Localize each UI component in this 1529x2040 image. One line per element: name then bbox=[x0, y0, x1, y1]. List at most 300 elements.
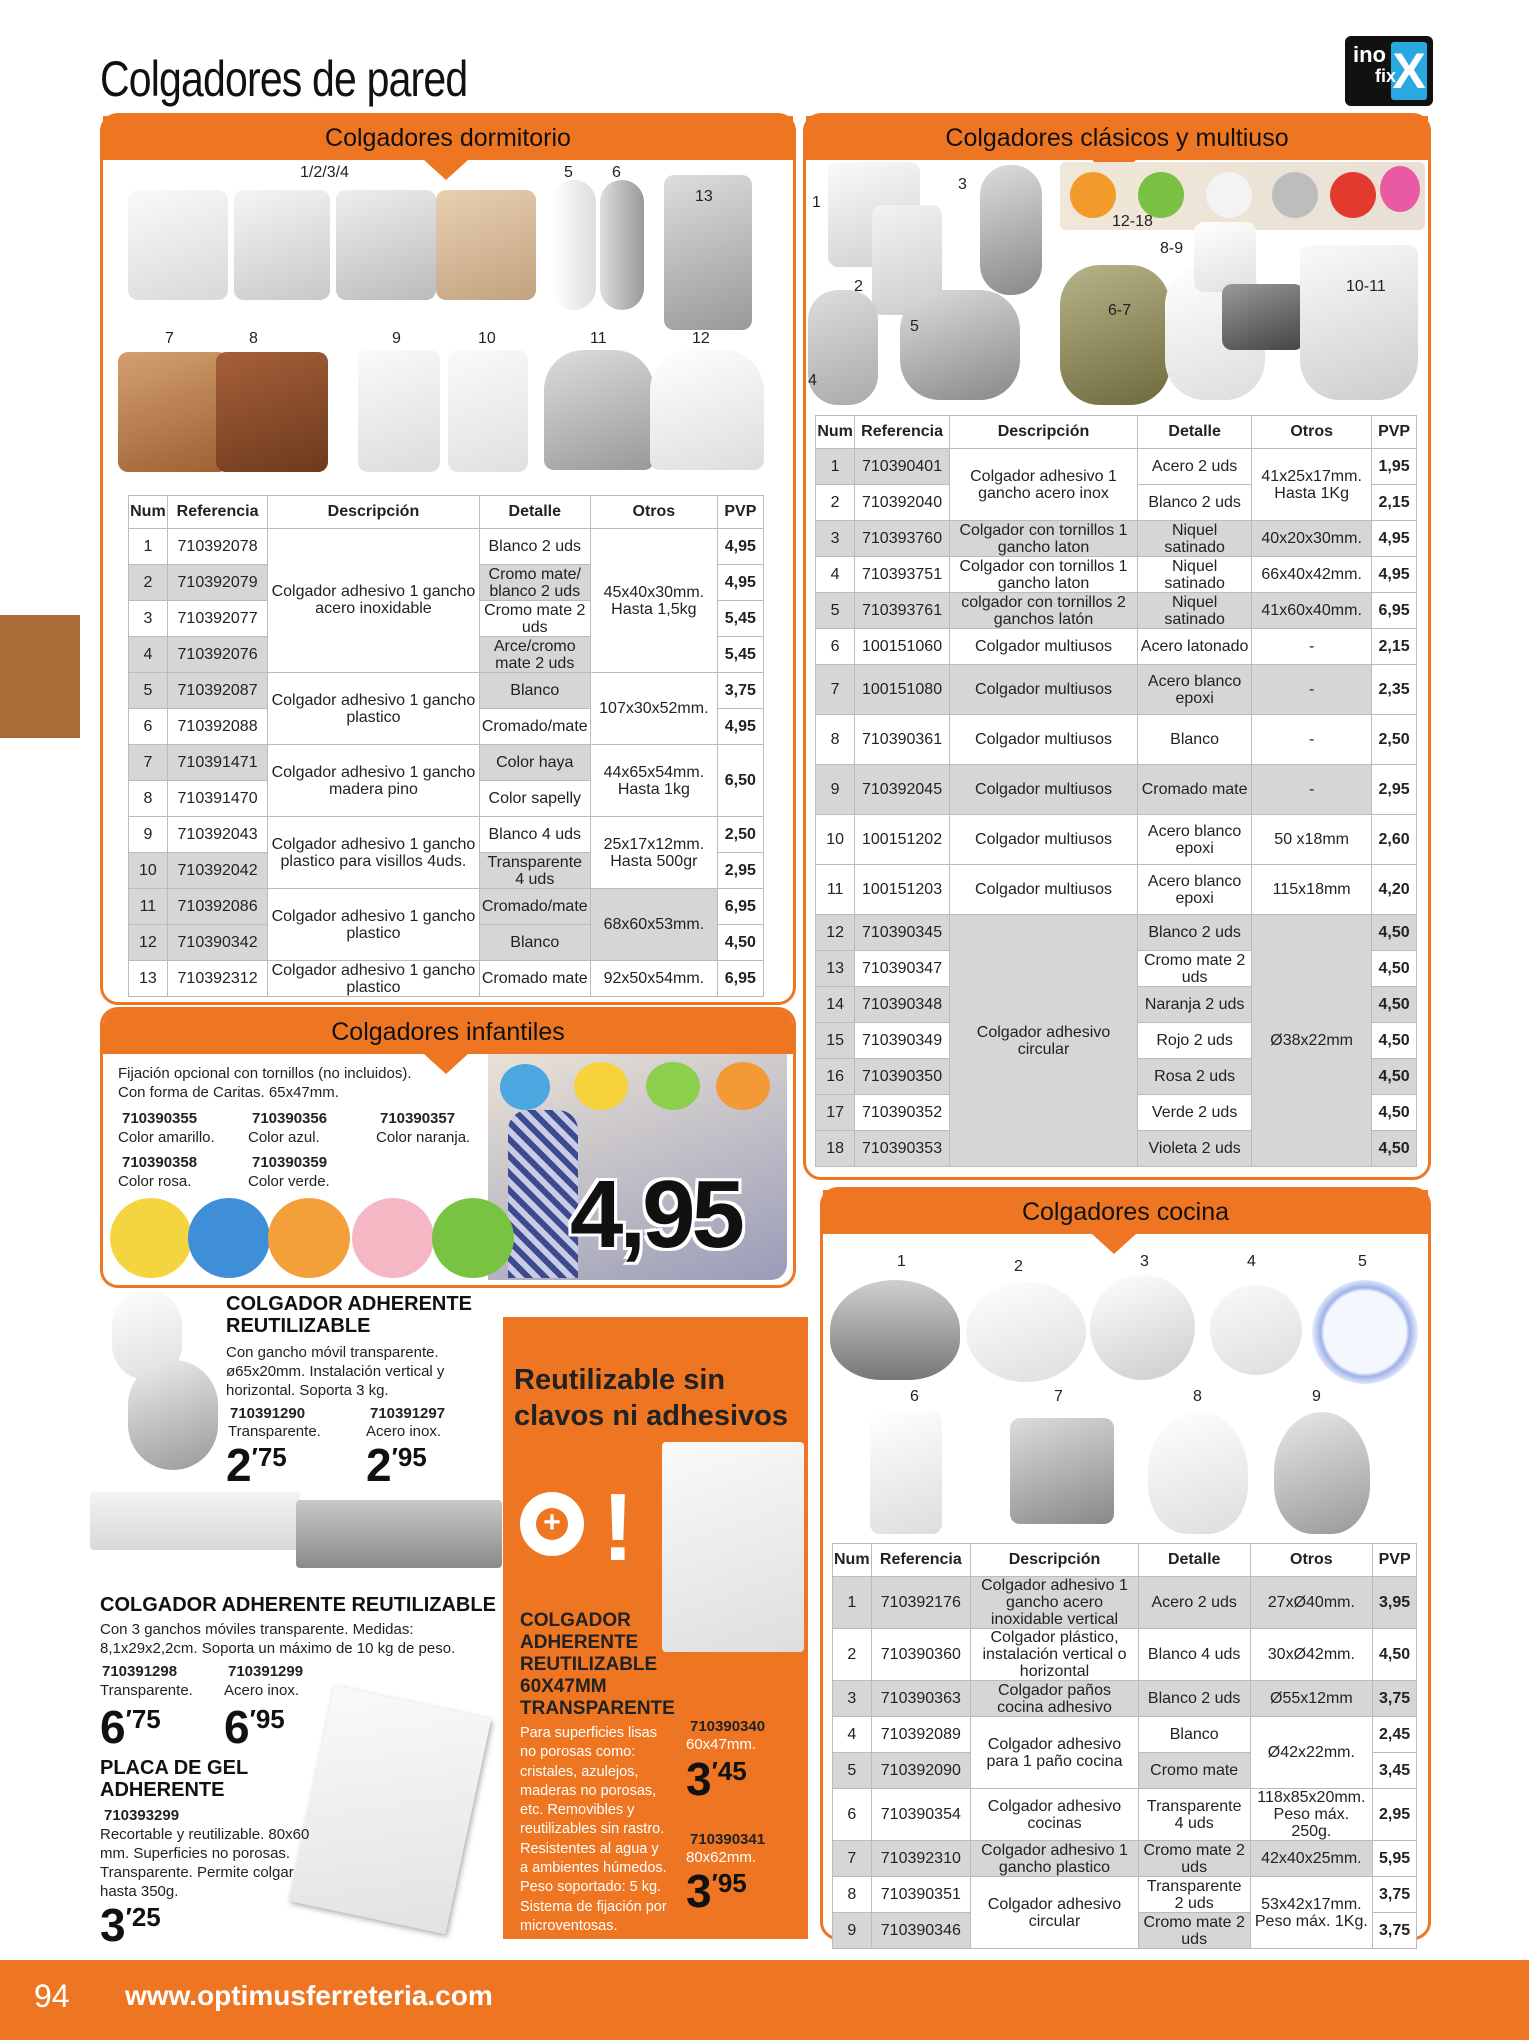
col-header: Descripción bbox=[949, 416, 1137, 449]
promo-desc-line: cristales, azulejos, bbox=[520, 1763, 639, 1780]
cell-otros: 41x60x40mm. bbox=[1252, 593, 1372, 629]
cell-detail: Color haya bbox=[479, 745, 590, 781]
adherente-title: COLGADOR ADHERENTE bbox=[226, 1293, 472, 1315]
promo-desc-line: etc. Removibles y bbox=[520, 1802, 635, 1819]
table-row bbox=[816, 765, 1417, 815]
promo-price-2: $3^{'95}$ bbox=[686, 1865, 747, 1917]
cell-ref: 710390346 bbox=[871, 1913, 971, 1949]
cell-otros: - bbox=[1252, 665, 1372, 715]
table-row bbox=[833, 1789, 1417, 1841]
cell-otros: 53x42x17mm. Peso máx. 1Kg. bbox=[1250, 1877, 1373, 1949]
image-label: 2 bbox=[854, 278, 863, 295]
kids-ref: 710390355 bbox=[122, 1110, 198, 1127]
cell-detail: Cromado mate bbox=[479, 961, 590, 997]
cell-desc: colgador con tornillos 2 ganchos latón bbox=[949, 593, 1137, 629]
cell-pvp: 4,50 bbox=[1373, 1629, 1417, 1681]
image-label: 5 bbox=[564, 164, 573, 181]
image-label: 4 bbox=[808, 372, 817, 389]
infantiles-intro: Con forma de Caritas. 65x47mm. bbox=[118, 1084, 339, 1101]
cell-detail: Transparente 4 uds bbox=[479, 853, 590, 889]
cell-ref: 710390354 bbox=[871, 1789, 971, 1841]
red-round-hanger bbox=[1330, 172, 1376, 218]
kitchen-hook-image-8 bbox=[1148, 1412, 1248, 1534]
cell-pvp: 4,50 bbox=[1372, 915, 1417, 951]
cell-pvp: 4,50 bbox=[1372, 1059, 1417, 1095]
table-row bbox=[816, 521, 1417, 557]
cell-detail: Violeta 2 uds bbox=[1138, 1131, 1252, 1167]
adherente-rack-desc: 8,1x29x2,2cm. Soporta un máximo de 10 kg de peso. bbox=[100, 1640, 456, 1657]
kids-color: Color naranja. bbox=[376, 1129, 471, 1146]
cell-num: 11 bbox=[816, 865, 855, 915]
cell-detail: Acero latonado bbox=[1138, 629, 1252, 665]
promo-size: 60x47mm. bbox=[686, 1736, 757, 1753]
image-label: 10-11 bbox=[1346, 278, 1386, 295]
price-dec: 95 bbox=[397, 1442, 427, 1472]
cell-ref: 710392042 bbox=[167, 853, 268, 889]
hanger-image-10 bbox=[448, 350, 528, 472]
placa-desc: Recortable y reutilizable. 80x60 bbox=[100, 1826, 310, 1843]
cell-pvp: 4,50 bbox=[1372, 951, 1417, 987]
logo-x-mark: X bbox=[1392, 43, 1426, 99]
cell-num: 18 bbox=[816, 1131, 855, 1167]
kitchen-hook-image-2 bbox=[966, 1282, 1086, 1382]
cell-detail: Transparente 4 uds bbox=[1138, 1789, 1250, 1841]
adherente-ref: 710391290 bbox=[230, 1405, 306, 1422]
cell-num: 12 bbox=[816, 915, 855, 951]
col-header: Descripción bbox=[268, 496, 479, 529]
cell-detail: Blanco 2 uds bbox=[479, 529, 590, 565]
adherente-price-1: $2^{'75}$ bbox=[226, 1439, 287, 1491]
cell-ref: 710393760 bbox=[855, 521, 950, 557]
hanger-image-6 bbox=[600, 180, 644, 310]
gel-pad-image bbox=[289, 1686, 491, 1934]
adherente-ref: 710391297 bbox=[370, 1405, 446, 1422]
adherente-title: REUTILIZABLE bbox=[226, 1315, 371, 1337]
classic-hanger-image-dark bbox=[1222, 284, 1304, 350]
adherente-variant: Transparente. bbox=[228, 1423, 321, 1440]
cell-ref: 710392090 bbox=[871, 1753, 971, 1789]
cell-desc: Colgador con tornillos 1 gancho laton bbox=[949, 557, 1137, 593]
cell-ref: 710390360 bbox=[871, 1629, 971, 1681]
cell-num: 16 bbox=[816, 1059, 855, 1095]
blue-face-hanger bbox=[500, 1064, 550, 1110]
price-int: 3 bbox=[686, 1865, 712, 1917]
dormitorio-heading: Colgadores dormitorio bbox=[103, 116, 793, 160]
green-face-hanger bbox=[432, 1198, 514, 1278]
cell-num: 7 bbox=[833, 1841, 872, 1877]
cell-otros: 50 x18mm bbox=[1252, 815, 1372, 865]
cell-ref: 710393751 bbox=[855, 557, 950, 593]
col-header: Detalle bbox=[1138, 1544, 1250, 1577]
cell-detail: Blanco 2 uds bbox=[1138, 485, 1252, 521]
cell-desc: Colgador adhesivo cocinas bbox=[971, 1789, 1139, 1841]
col-header: Otros bbox=[1250, 1544, 1373, 1577]
cell-detail: Blanco bbox=[479, 673, 590, 709]
promo-headline-line: Reutilizable sin bbox=[514, 1364, 726, 1396]
cell-otros: 25x17x12mm. Hasta 500gr bbox=[590, 817, 717, 889]
cell-detail: Color sapelly bbox=[479, 781, 590, 817]
cell-desc: Colgador multiusos bbox=[949, 665, 1137, 715]
promo-price-1: $3^{'45}$ bbox=[686, 1753, 747, 1805]
col-header: Descripción bbox=[971, 1544, 1139, 1577]
cell-otros: 27xØ40mm. bbox=[1250, 1577, 1373, 1629]
kitchen-hook-image-5 bbox=[1312, 1280, 1418, 1384]
cocina-heading: Colgadores cocina bbox=[823, 1190, 1428, 1234]
cell-detail: Niquel satinado bbox=[1138, 593, 1252, 629]
cell-pvp: 5,95 bbox=[1373, 1841, 1417, 1877]
cell-detail: Blanco 2 uds bbox=[1138, 1681, 1250, 1717]
cell-detail: Cromado mate bbox=[1138, 765, 1252, 815]
promo-desc-line: Resistentes al agua y bbox=[520, 1840, 659, 1857]
cell-desc: Colgador adhesivo 1 gancho acero inoxidable vertical bbox=[971, 1577, 1139, 1629]
image-label: 8 bbox=[1193, 1388, 1202, 1405]
table-row bbox=[833, 1717, 1417, 1753]
col-header: Detalle bbox=[1138, 416, 1252, 449]
cell-ref: 710391470 bbox=[167, 781, 268, 817]
cell-ref: 710392087 bbox=[167, 673, 268, 709]
adherente-desc: horizontal. Soporta 3 kg. bbox=[226, 1382, 389, 1399]
classic-hanger-image-bracket bbox=[1194, 222, 1256, 292]
section-color-tab bbox=[0, 615, 80, 738]
image-label: 5 bbox=[1358, 1253, 1367, 1270]
hanger-image-4 bbox=[436, 190, 536, 300]
plus-circle-icon: + bbox=[520, 1492, 584, 1556]
col-header: Referencia bbox=[167, 496, 268, 529]
cell-num: 8 bbox=[129, 781, 168, 817]
table-row bbox=[129, 529, 764, 565]
cell-detail: Blanco 2 uds bbox=[1138, 915, 1252, 951]
cell-otros: 118x85x20mm. Peso máx. 250g. bbox=[1250, 1789, 1373, 1841]
adherente-rack-variant: Transparente. bbox=[100, 1682, 193, 1699]
hanger-image-8 bbox=[216, 352, 328, 472]
promo-title-line: TRANSPARENTE bbox=[520, 1698, 675, 1719]
cell-pvp: 4,20 bbox=[1372, 865, 1417, 915]
image-label: 3 bbox=[1140, 1253, 1149, 1270]
dormitorio-notch bbox=[424, 160, 468, 180]
adherente-rack-variant: Acero inox. bbox=[224, 1682, 300, 1699]
promo-size: 80x62mm. bbox=[686, 1849, 757, 1866]
cell-desc: Colgador adhesivo 1 gancho plastico para visillos 4uds. bbox=[268, 817, 479, 889]
image-label: 12-18 bbox=[1112, 213, 1153, 230]
cell-num: 11 bbox=[129, 889, 168, 925]
cell-desc: Colgador adhesivo 1 gancho plastico bbox=[268, 673, 479, 745]
cell-ref: 100151080 bbox=[855, 665, 950, 715]
table-row bbox=[816, 665, 1417, 715]
table-row bbox=[816, 557, 1417, 593]
cell-detail: Cromo mate 2 uds bbox=[479, 601, 590, 637]
price-int: 3 bbox=[100, 1899, 126, 1951]
chrome-round-hanger bbox=[1272, 172, 1318, 218]
cell-otros: Ø42x22mm. bbox=[1250, 1717, 1373, 1789]
cell-otros: 45x40x30mm. Hasta 1,5kg bbox=[590, 529, 717, 673]
price-int: 6 bbox=[224, 1701, 250, 1753]
classic-hanger-image-6-7 bbox=[1060, 265, 1170, 405]
image-label: 6 bbox=[612, 164, 621, 181]
cell-desc: Colgador adhesivo 1 gancho plastico bbox=[268, 889, 479, 961]
cell-otros: 107x30x52mm. bbox=[590, 673, 717, 745]
cell-ref: 710392089 bbox=[871, 1717, 971, 1753]
cell-num: 2 bbox=[816, 485, 855, 521]
image-label: 12 bbox=[692, 330, 710, 347]
kids-color: Color azul. bbox=[248, 1129, 320, 1146]
cell-pvp: 5,45 bbox=[717, 601, 763, 637]
table-row bbox=[129, 745, 764, 781]
price-dec: 25 bbox=[131, 1902, 161, 1932]
cell-detail: Niquel satinado bbox=[1138, 521, 1252, 557]
infantiles-heading: Colgadores infantiles bbox=[103, 1010, 793, 1054]
cell-detail: Cromo mate 2 uds bbox=[1138, 1913, 1250, 1949]
cell-pvp: 4,95 bbox=[717, 565, 763, 601]
col-header: Num bbox=[833, 1544, 872, 1577]
cell-num: 6 bbox=[833, 1789, 872, 1841]
cell-pvp: 2,15 bbox=[1372, 485, 1417, 521]
cell-ref: 710392310 bbox=[871, 1841, 971, 1877]
image-label: 5 bbox=[910, 318, 919, 335]
triple-hook-rack-steel bbox=[296, 1500, 502, 1568]
classic-hanger-image-10-11 bbox=[1300, 245, 1418, 400]
cell-num: 1 bbox=[129, 529, 168, 565]
cell-ref: 710390361 bbox=[855, 715, 950, 765]
cell-detail: Cromo mate 2 uds bbox=[1138, 951, 1252, 987]
cell-detail: Acero 2 uds bbox=[1138, 1577, 1250, 1629]
cell-num: 13 bbox=[129, 961, 168, 997]
image-label: 1 bbox=[897, 1253, 906, 1270]
table-header-row bbox=[833, 1544, 1417, 1577]
cell-detail: Acero blanco epoxi bbox=[1138, 865, 1252, 915]
cell-ref: 100151203 bbox=[855, 865, 950, 915]
cell-desc: Colgador paños cocina adhesivo bbox=[971, 1681, 1139, 1717]
adherente-rack-desc: Con 3 ganchos móviles transparente. Medidas: bbox=[100, 1621, 414, 1638]
cell-desc: Colgador adhesivo 1 gancho plastico bbox=[268, 961, 479, 997]
cell-ref: 710390350 bbox=[855, 1059, 950, 1095]
adherente-rack-price-2: $6^{'95}$ bbox=[224, 1701, 285, 1753]
placa-price: $3^{'25}$ bbox=[100, 1899, 161, 1951]
cell-pvp: 6,95 bbox=[717, 889, 763, 925]
cell-num: 17 bbox=[816, 1095, 855, 1131]
adherente-variant: Acero inox. bbox=[366, 1423, 442, 1440]
clasicos-table bbox=[815, 415, 1417, 1167]
kids-ref: 710390356 bbox=[252, 1110, 328, 1127]
cell-otros: - bbox=[1252, 715, 1372, 765]
gingham-bag bbox=[508, 1110, 578, 1278]
cell-ref: 710392045 bbox=[855, 765, 950, 815]
price-int: 3 bbox=[686, 1753, 712, 1805]
pink-face-hanger bbox=[352, 1198, 434, 1278]
hanger-image-7 bbox=[118, 352, 228, 472]
adherente-rack-title: COLGADOR ADHERENTE REUTILIZABLE bbox=[100, 1594, 496, 1616]
cell-desc: Colgador multiusos bbox=[949, 765, 1137, 815]
cell-detail: Rosa 2 uds bbox=[1138, 1059, 1252, 1095]
kids-ref: 710390358 bbox=[122, 1154, 198, 1171]
cell-num: 3 bbox=[129, 601, 168, 637]
pink-round-hanger bbox=[1380, 166, 1420, 212]
cell-otros: 115x18mm bbox=[1252, 865, 1372, 915]
page-number: 94 bbox=[34, 1978, 70, 2014]
cell-otros: 41x25x17mm. Hasta 1Kg bbox=[1252, 449, 1372, 521]
hanger-image-1 bbox=[128, 190, 228, 300]
kitchen-hook-image-9 bbox=[1274, 1412, 1370, 1534]
blue-face-hanger bbox=[188, 1198, 270, 1278]
price-int: 2 bbox=[366, 1439, 392, 1491]
promo-desc-line: maderas no porosas, bbox=[520, 1782, 657, 1799]
price-dec: 75 bbox=[257, 1442, 287, 1472]
image-label: 3 bbox=[958, 176, 967, 193]
cell-desc: Colgador multiusos bbox=[949, 815, 1137, 865]
cell-detail: Blanco bbox=[479, 925, 590, 961]
table-row bbox=[833, 1841, 1417, 1877]
image-label: 13 bbox=[695, 188, 713, 205]
col-header: Otros bbox=[590, 496, 717, 529]
cell-detail: Cromado/mate bbox=[479, 889, 590, 925]
cell-ref: 710390348 bbox=[855, 987, 950, 1023]
dormitorio-table bbox=[128, 495, 764, 997]
classic-hanger-image-3 bbox=[980, 165, 1042, 295]
hanger-image-11 bbox=[544, 350, 654, 470]
cell-otros: 40x20x30mm. bbox=[1252, 521, 1372, 557]
cell-pvp: 4,95 bbox=[717, 709, 763, 745]
table-row bbox=[816, 715, 1417, 765]
cell-pvp: 2,50 bbox=[717, 817, 763, 853]
adherente-desc: ø65x20mm. Instalación vertical y bbox=[226, 1363, 445, 1380]
adherente-rack-ref: 710391299 bbox=[228, 1663, 304, 1680]
cocina-notch bbox=[1092, 1234, 1136, 1254]
cell-num: 9 bbox=[816, 765, 855, 815]
cell-pvp: 3,75 bbox=[1373, 1877, 1417, 1913]
cell-pvp: 2,15 bbox=[1372, 629, 1417, 665]
col-header: Num bbox=[816, 416, 855, 449]
table-row bbox=[816, 593, 1417, 629]
cell-desc: Colgador adhesivo 1 gancho madera pino bbox=[268, 745, 479, 817]
cell-num: 10 bbox=[129, 853, 168, 889]
promo-desc-line: Peso soportado: 5 kg. bbox=[520, 1879, 662, 1896]
cell-ref: 710390401 bbox=[855, 449, 950, 485]
orange-round-hanger bbox=[1070, 172, 1116, 218]
cell-detail: Cromo mate bbox=[1138, 1753, 1250, 1789]
kitchen-hook-image-4 bbox=[1210, 1285, 1302, 1375]
image-label: 10 bbox=[478, 330, 496, 347]
green-face-hanger bbox=[646, 1062, 700, 1110]
cell-pvp: 4,95 bbox=[717, 529, 763, 565]
kids-ref: 710390359 bbox=[252, 1154, 328, 1171]
cell-num: 4 bbox=[816, 557, 855, 593]
cell-ref: 710392176 bbox=[871, 1577, 971, 1629]
hanger-image-5 bbox=[552, 180, 596, 310]
cell-pvp: 2,95 bbox=[717, 853, 763, 889]
price-dec: 95 bbox=[255, 1704, 285, 1734]
cell-num: 8 bbox=[833, 1877, 872, 1913]
cell-otros: Ø38x22mm bbox=[1252, 915, 1372, 1167]
table-row bbox=[833, 1681, 1417, 1717]
cell-pvp: 3,75 bbox=[1373, 1681, 1417, 1717]
cell-num: 5 bbox=[816, 593, 855, 629]
adherente-price-2: $2^{'95}$ bbox=[366, 1439, 427, 1491]
price-dec: 95 bbox=[717, 1868, 747, 1898]
promo-title-line: 60X47MM bbox=[520, 1676, 607, 1697]
cell-num: 2 bbox=[833, 1629, 872, 1681]
cell-ref: 710392040 bbox=[855, 485, 950, 521]
cell-ref: 710391471 bbox=[167, 745, 268, 781]
promo-desc-line: Para superficies lisas bbox=[520, 1725, 657, 1741]
cell-ref: 710392077 bbox=[167, 601, 268, 637]
kids-price: 4,95 bbox=[570, 1161, 741, 1268]
table-row bbox=[833, 1877, 1417, 1913]
image-label: 7 bbox=[165, 330, 174, 347]
table-row bbox=[816, 815, 1417, 865]
table-row bbox=[129, 889, 764, 925]
cell-otros: 92x50x54mm. bbox=[590, 961, 717, 997]
page-footer bbox=[0, 1960, 1529, 2040]
cell-ref: 710390349 bbox=[855, 1023, 950, 1059]
cell-pvp: 4,50 bbox=[1372, 1131, 1417, 1167]
cell-pvp: 5,45 bbox=[717, 637, 763, 673]
cell-detail: Rojo 2 uds bbox=[1138, 1023, 1252, 1059]
kids-color: Color amarillo. bbox=[118, 1129, 215, 1146]
col-header: Otros bbox=[1252, 416, 1372, 449]
price-dec: 75 bbox=[131, 1704, 161, 1734]
cell-num: 9 bbox=[833, 1913, 872, 1949]
cell-pvp: 2,95 bbox=[1372, 765, 1417, 815]
logo-ino-text: ino bbox=[1353, 42, 1386, 67]
cell-pvp: 4,50 bbox=[1372, 1095, 1417, 1131]
table-row bbox=[129, 961, 764, 997]
table-header-row bbox=[129, 496, 764, 529]
cell-detail: Cromo mate 2 uds bbox=[1138, 1841, 1250, 1877]
cell-detail: Acero blanco epoxi bbox=[1138, 665, 1252, 715]
table-row bbox=[833, 1629, 1417, 1681]
logo-fix-text: fix bbox=[1375, 66, 1397, 86]
table-row bbox=[833, 1577, 1417, 1629]
image-label: 6 bbox=[910, 1388, 919, 1405]
cell-detail: Transparente 2 uds bbox=[1138, 1877, 1250, 1913]
image-label: 8 bbox=[249, 330, 258, 347]
cell-pvp: 6,95 bbox=[717, 961, 763, 997]
cell-otros: - bbox=[1252, 765, 1372, 815]
cell-detail: Cromado/mate bbox=[479, 709, 590, 745]
promo-ref: 710390341 bbox=[690, 1831, 766, 1848]
cell-otros: 30xØ42mm. bbox=[1250, 1629, 1373, 1681]
cell-desc: Colgador adhesivo 1 gancho plastico bbox=[971, 1841, 1139, 1877]
classic-hanger-image-5 bbox=[900, 290, 1020, 400]
cell-detail: Naranja 2 uds bbox=[1138, 987, 1252, 1023]
image-label: 1 bbox=[812, 194, 821, 211]
hanger-image-12 bbox=[650, 350, 764, 470]
price-dec: 45 bbox=[717, 1756, 747, 1786]
cell-otros: - bbox=[1252, 629, 1372, 665]
cell-pvp: 4,50 bbox=[717, 925, 763, 961]
classic-hanger-image-4 bbox=[808, 290, 878, 405]
kitchen-hook-image-3 bbox=[1090, 1275, 1195, 1380]
table-row bbox=[816, 449, 1417, 485]
cell-num: 10 bbox=[816, 815, 855, 865]
image-label: 11 bbox=[590, 330, 607, 347]
cell-num: 7 bbox=[816, 665, 855, 715]
image-label: 9 bbox=[392, 330, 401, 347]
cell-ref: 710390353 bbox=[855, 1131, 950, 1167]
cell-detail: Arce/cromo mate 2 uds bbox=[479, 637, 590, 673]
cell-num: 5 bbox=[833, 1753, 872, 1789]
promo-desc-line: reutilizables sin rastro. bbox=[520, 1821, 665, 1838]
placa-desc: mm. Superficies no porosas. bbox=[100, 1845, 291, 1862]
cell-pvp: 2,95 bbox=[1373, 1789, 1417, 1841]
orange-face-hanger bbox=[716, 1062, 770, 1110]
cell-desc: Colgador adhesivo 1 gancho acero inoxidable bbox=[268, 529, 479, 673]
website-link[interactable]: www.optimusferreteria.com bbox=[125, 1980, 493, 2011]
hanger-image-9 bbox=[358, 350, 440, 472]
promo-desc-line: no porosas como: bbox=[520, 1744, 636, 1761]
cell-ref: 710392078 bbox=[167, 529, 268, 565]
white-round-hanger bbox=[1206, 172, 1252, 218]
cell-pvp: 6,95 bbox=[1372, 593, 1417, 629]
